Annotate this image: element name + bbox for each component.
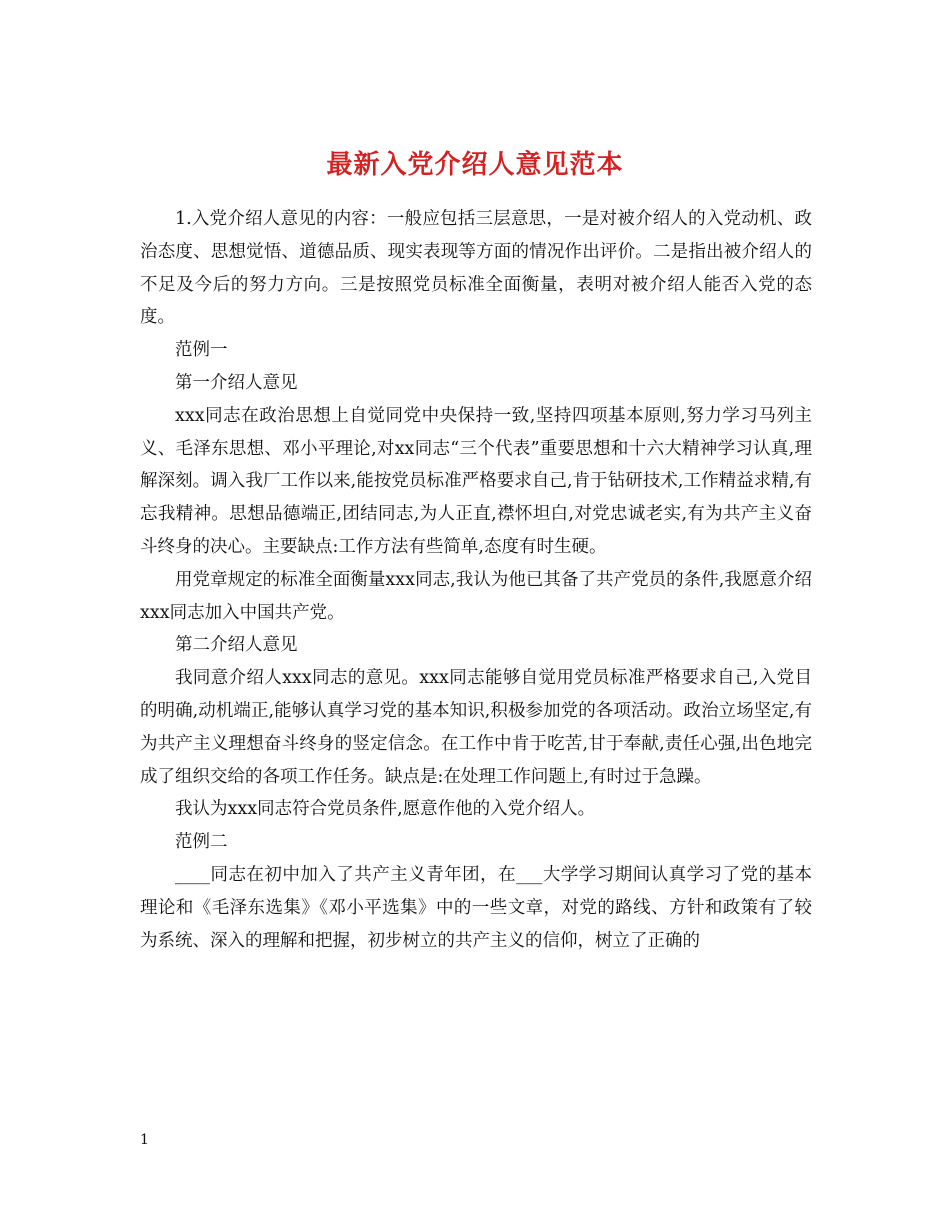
paragraph-example-two: ____同志在初中加入了共产主义青年团，在___大学学习期间认真学习了党的基本理论和《毛泽东选集》《邓小平选集》中的一些文章，对党的路线、方针和政策有了较为系统、深入的理解和把握，初步树立的共产主义的信仰，树立了正确的: [140, 864, 812, 951]
heading-example-one: 范例一: [175, 340, 228, 361]
heading-second-introducer: 第二介绍人意见: [175, 635, 298, 656]
document-body: [140, 203, 812, 957]
heading-example-two: 范例二: [175, 832, 228, 853]
paragraph-first-conclusion: 用党章规定的标准全面衡量xxx同志,我认为他已其备了共产党员的条件,我愿意介绍xxx同志加入中国共产党。: [140, 569, 812, 623]
paragraph-first-opinion: xxx同志在政治思想上自觉同党中央保持一致,坚持四项基本原则,努力学习马列主义、毛泽东思想、邓小平理论,对xx同志“三个代表”重要思想和十六大精神学习认真,理解深刻。调入我厂工作以来,能按党员标准严格要求自己,肯于钻研技术,工作精益求精,有忘我精神。思想品德端正,团结同志,为人正直,襟怀坦白,对党忠诚老实,有为共产主义奋斗终身的决心。主要缺点:工作方法有些简单,态度有时生硬。: [140, 405, 812, 557]
document-title: 最新入党介绍人意见范本: [326, 150, 624, 181]
page-number: 1: [140, 1132, 149, 1148]
paragraph-intro: 1.入党介绍人意见的内容：一般应包括三层意思，一是对被介绍人的入党动机、政治态度、思想觉悟、道德品质、现实表现等方面的情况作出评价。二是指出被介绍人的不足及今后的努力方向。三是按照党员标准全面衡量，表明对被介绍人能否入党的态度。: [140, 209, 812, 328]
heading-first-introducer: 第一介绍人意见: [175, 372, 298, 393]
paragraph-second-conclusion: 我认为xxx同志符合党员条件,愿意作他的入党介绍人。: [175, 799, 596, 820]
paragraph-second-opinion: 我同意介绍人xxx同志的意见。xxx同志能够自觉用党员标准严格要求自己,入党目的明确,动机端正,能够认真学习党的基本知识,积极参加党的各项活动。政治立场坚定,有为共产主义理想奋斗终身的竖定信念。在工作中肯于吃苦,甘于奉献,责任心强,出色地完成了组织交给的各项工作任务。缺点是:在处理工作问题上,有时过于急躁。: [140, 668, 812, 787]
